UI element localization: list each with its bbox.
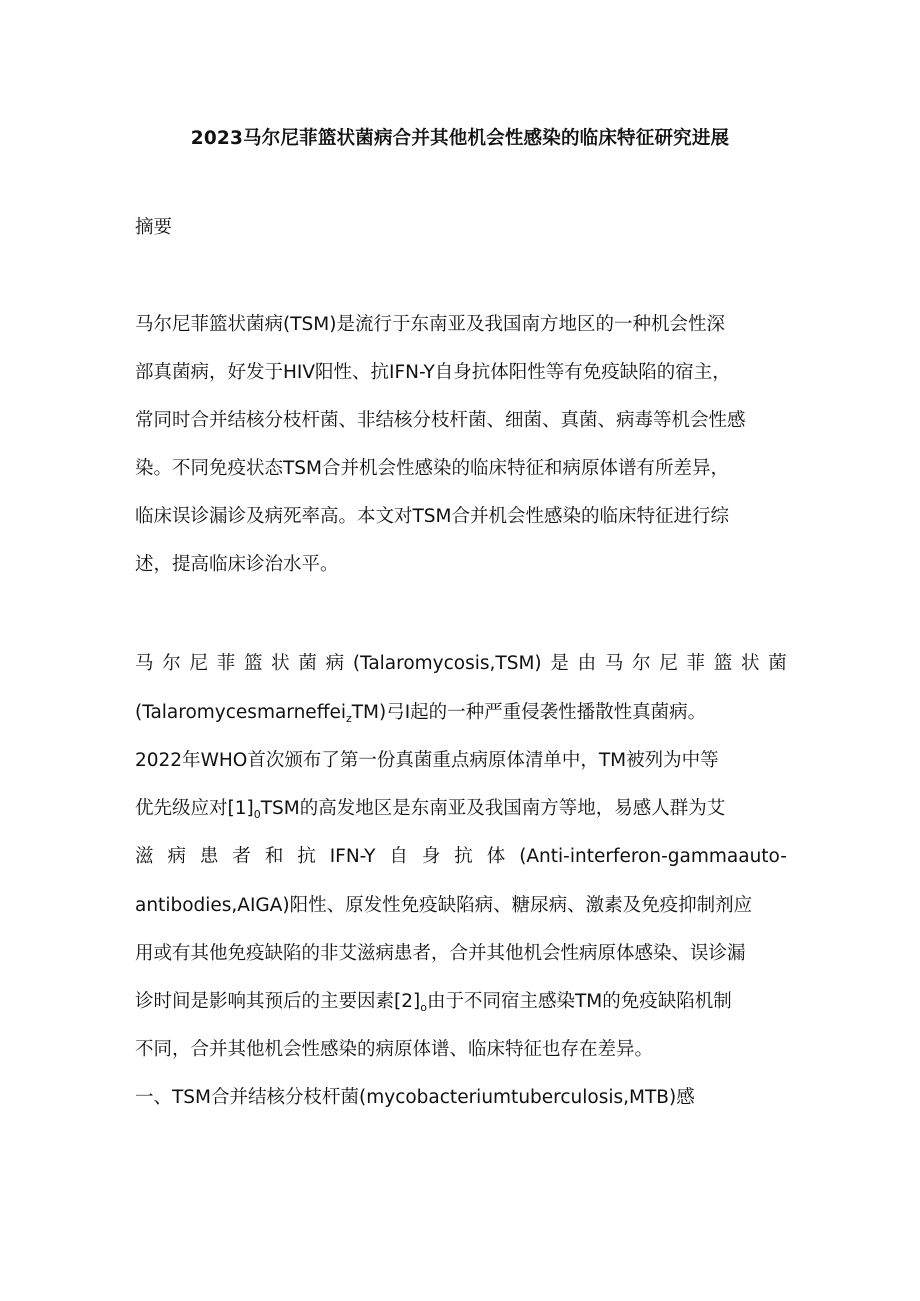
abstract-line: 临床误诊漏诊及病死率高。本文对TSM合并机会性感染的临床特征进行综	[135, 506, 730, 527]
justified-token: 篮	[713, 653, 733, 674]
justified-token: 马	[135, 653, 154, 674]
subscript-text: 0	[253, 808, 261, 821]
body-text: 优先级应对[1]	[135, 798, 254, 819]
body-line	[135, 700, 706, 726]
justified-token: 患	[199, 846, 219, 867]
justified-token: 者	[232, 846, 251, 867]
body-line	[135, 651, 787, 677]
body-text: (Talaromycesmarneffei	[135, 702, 346, 723]
body-line: 用或有其他免疫缺陷的非艾滋病患者，合并其他机会性病原体感染、误诊漏	[135, 943, 746, 964]
subscript-text: z	[345, 712, 352, 725]
justified-token: 篮	[243, 653, 263, 674]
abstract-line: 染。不同免疫状态TSM合并机会性感染的临床特征和病原体谱有所差异，	[135, 458, 730, 479]
body-line: antibodies,AIGA)阳性、原发性免疫缺陷病、糖尿病、激素及免疫抑制剂应	[135, 895, 753, 916]
justified-token: 尼	[659, 653, 678, 674]
body-text: 诊时间是影响其预后的主要因素[2]	[135, 991, 421, 1012]
justified-token: 菌	[298, 653, 317, 674]
section-heading: 一、TSM合并结核分枝杆菌(mycobacteriumtuberculosis,MTB)感	[135, 1087, 695, 1108]
justified-token: 抗	[454, 846, 473, 867]
body-text: 由于不同宿主感染TM的免疫缺陷机制	[426, 991, 732, 1012]
justified-token: 自	[389, 846, 408, 867]
justified-token: 尔	[162, 653, 181, 674]
abstract-line: 部真菌病，好发于HIV阳性、抗IFN-Y自身抗体阳性等有免疫缺陷的宿主，	[135, 362, 731, 383]
justified-token: IFN-Y	[329, 846, 376, 867]
justified-token: 和	[264, 846, 284, 867]
justified-token: 尼	[189, 653, 208, 674]
body-line: 不同，合并其他机会性感染的病原体谱、临床特征也存在差异。	[135, 1039, 654, 1060]
justified-token: 是	[550, 653, 569, 674]
justified-token: (Talaromycosis,TSM)	[352, 653, 542, 674]
abstract-line: 述，提高临床诊治水平。	[135, 554, 339, 575]
abstract-line: 常同时合并结核分枝杆菌、非结核分枝杆菌、细菌、真菌、病毒等机会性感	[135, 410, 746, 431]
justified-token: 状	[741, 653, 760, 674]
justified-token: 身	[421, 846, 441, 867]
justified-token: 抗	[297, 846, 316, 867]
body-line	[135, 844, 787, 870]
body-line	[135, 989, 732, 1015]
justified-token: 体	[486, 846, 506, 867]
body-text: TSM的高发地区是东南亚及我国南方等地，易感人群为艾	[260, 798, 726, 819]
justified-token: 滋	[135, 846, 154, 867]
justified-token: 病	[325, 653, 345, 674]
justified-token: (Anti-interferon-gammaauto-	[519, 846, 787, 867]
justified-token: 菲	[686, 653, 706, 674]
justified-token: 状	[271, 653, 290, 674]
justified-token: 病	[167, 846, 186, 867]
abstract-line: 马尔尼菲篮状菌病(TSM)是流行于东南亚及我国南方地区的一种机会性深	[135, 314, 725, 335]
justified-token: 马	[604, 653, 624, 674]
body-line: 2022年WHO首次颁布了第一份真菌重点病原体清单中，TM被列为中等	[135, 750, 719, 771]
subscript-text: o	[420, 1001, 427, 1014]
justified-token: 菌	[768, 653, 787, 674]
justified-token: 由	[577, 653, 597, 674]
justified-token: 菲	[216, 653, 236, 674]
justified-token: 尔	[632, 653, 651, 674]
abstract-heading: 摘要	[135, 217, 173, 238]
body-text: TM)弓I起的一种严重侵袭性播散性真菌病。	[351, 702, 707, 723]
document-title: 2023马尔尼菲篮状菌病合并其他机会性感染的临床特征研究进展	[190, 128, 730, 149]
body-line	[135, 796, 725, 822]
